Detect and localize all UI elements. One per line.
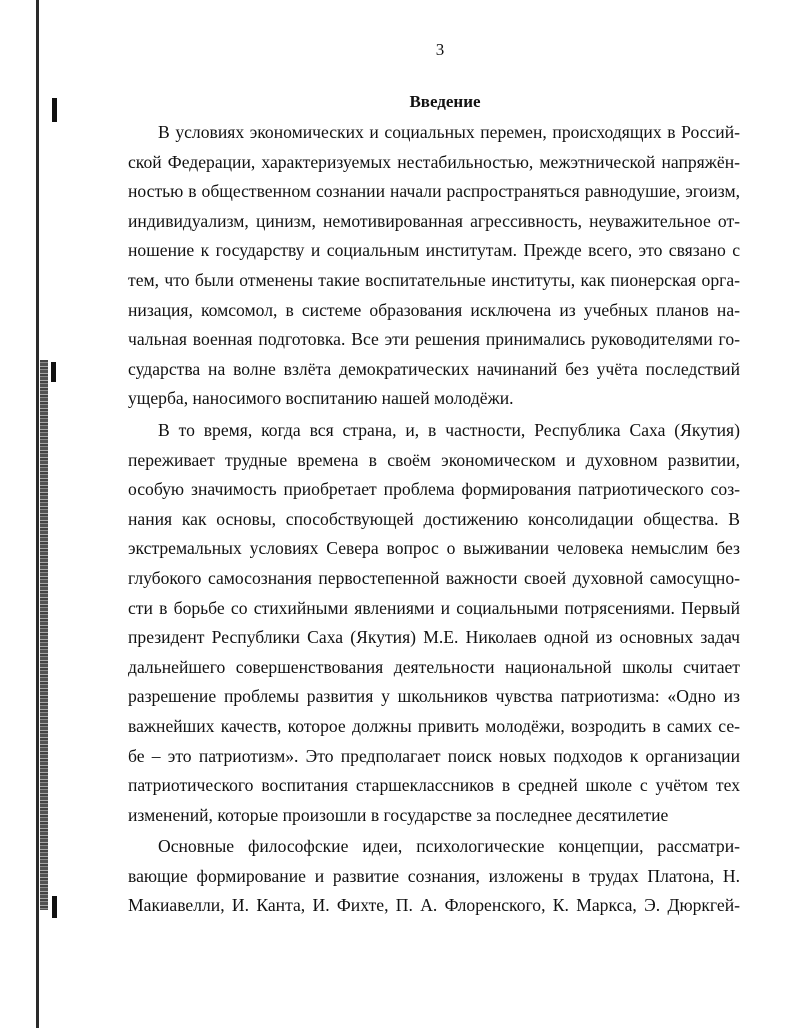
text-line: ской Федерации, характеризуемых нестабильностью, межэтнической напряжён-	[128, 151, 740, 172]
text-line: бе – это патриотизм». Это предполагает поиск новых подходов к организации	[128, 745, 740, 766]
scan-mark	[51, 362, 56, 382]
text-line: особую значимость приобретает проблема формирования патриотического соз-	[128, 479, 740, 500]
text-line: переживает трудные времена в своём экономическом и духовном развитии,	[128, 449, 740, 470]
text-line: В то время, когда вся страна, и, в частности, Республика Саха (Якутия)	[158, 420, 740, 440]
text-line: низация, комсомол, в системе образования исключена из учебных планов на-	[128, 299, 740, 320]
text-line: глубокого самосознания первостепенной важности своей духовной самосущно-	[128, 567, 740, 588]
text-line: дальнейшего совершенствования деятельности национальной школы считает	[128, 656, 740, 677]
scan-binding-shadow	[40, 360, 48, 910]
text-line: тем, что были отменены такие воспитательные институты, как пионерская орга-	[128, 269, 740, 290]
page-number: 3	[435, 40, 445, 59]
text-line: ностью в общественном сознании начали распространяться равнодушие, эгоизм,	[128, 181, 740, 202]
text-line: ношение к государству и социальным институтам. Прежде всего, это связано с	[128, 240, 740, 261]
text-line: нания как основы, способствующей достижению консолидации общества. В	[128, 508, 740, 529]
paragraph-2	[128, 416, 740, 830]
text-line: вающие формирование и развитие сознания, изложены в трудах Платона, Н.	[128, 865, 740, 886]
text-line: важнейших качеств, которое должны привить молодёжи, возродить в самих се-	[128, 715, 740, 736]
text-line: изменений, которые произошли в государстве за последнее десятилетие	[128, 804, 669, 825]
text-line: президент Республики Саха (Якутия) М.Е. Николаев одной из основных задач	[128, 627, 740, 648]
text-line: чальная военная подготовка. Все эти решения принимались руководителями го-	[128, 329, 740, 350]
text-line: сти в борьбе со стихийными явлениями и социальными потрясениями. Первый	[128, 597, 740, 618]
text-line: сударства на волне взлёта демократических начинаний без учёта последствий	[128, 358, 740, 379]
scan-binding-edge	[36, 0, 39, 1028]
text-line: Макиавелли, И. Канта, И. Фихте, П. А. Флоренского, К. Маркса, Э. Дюркгей-	[128, 895, 740, 916]
text-line: Основные философские идеи, психологические концепции, рассматри-	[158, 836, 740, 856]
scan-mark	[52, 896, 57, 918]
text-line: индивидуализм, цинизм, немотивированная агрессивность, неуважительное от-	[128, 210, 740, 231]
section-heading: Введение	[409, 92, 481, 111]
text-line: патриотического воспитания старшеклассников в средней школе с учётом тех	[128, 775, 740, 796]
text-line: В условиях экономических и социальных перемен, происходящих в Россий-	[158, 122, 740, 142]
text-line: ущерба, наносимого воспитанию нашей молодёжи.	[128, 388, 514, 409]
text-line: разрешение проблемы развития у школьников чувства патриотизма: «Одно из	[128, 686, 740, 707]
paragraph-3	[128, 832, 740, 921]
text-line: экстремальных условиях Севера вопрос о выживании человека немыслим без	[128, 538, 740, 559]
paragraph-1	[128, 118, 740, 414]
